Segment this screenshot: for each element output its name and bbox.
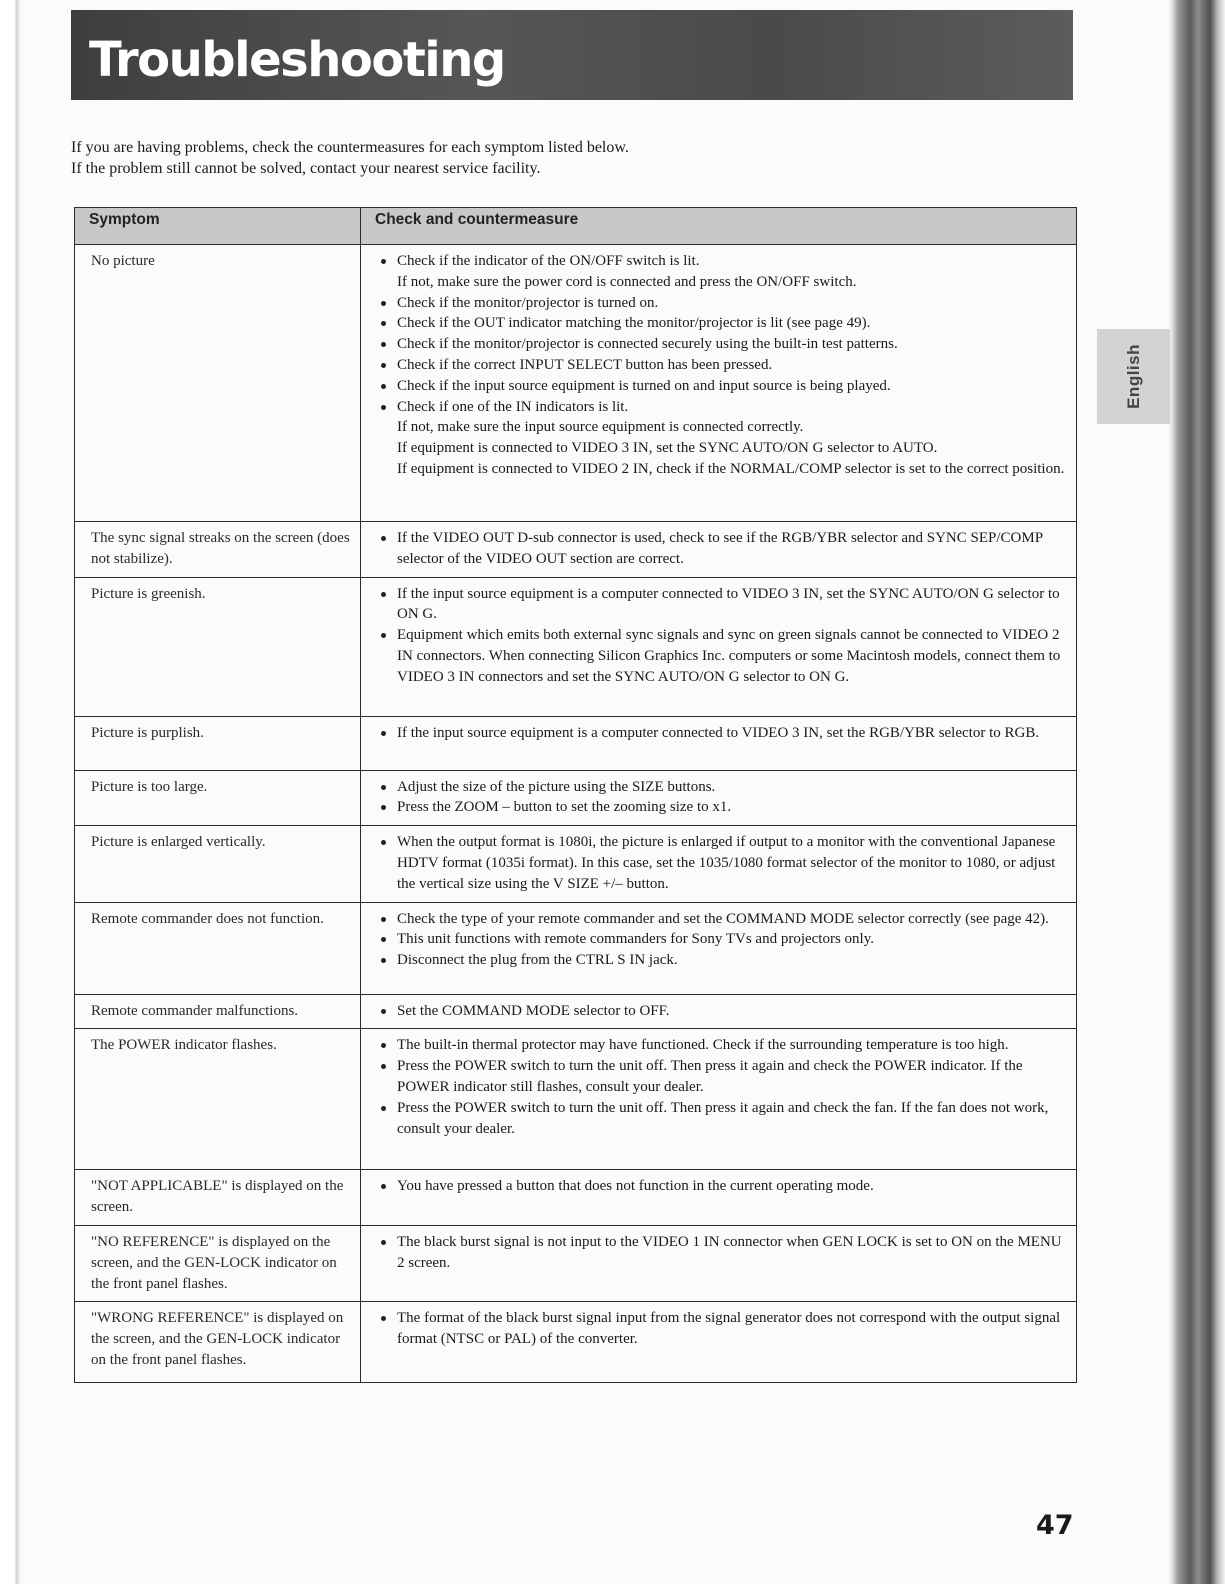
page-title: Troubleshooting [89, 32, 505, 88]
countermeasure-list [379, 584, 1072, 688]
countermeasure-cell [361, 770, 1077, 826]
symptom-cell: Picture is too large. [75, 770, 361, 826]
countermeasure-note: If equipment is connected to VIDEO 2 IN, check if the NORMAL/COMP selector is set to the correct position. [397, 460, 1065, 477]
table-row [75, 902, 1077, 994]
countermeasure-header: Check and countermeasure [361, 208, 1077, 245]
countermeasure-item: Equipment which emits both external sync signals and sync on green signals cannot be connected to VIDEO 2 IN connectors. When connecting Silicon Graphics Inc. computers or some Macintosh models, connect them to VIDEO 3 IN connectors and set the SYNC AUTO/ON G selector to ON G. [379, 625, 1072, 687]
language-tab-label: English [1123, 344, 1143, 409]
countermeasure-cell [361, 1302, 1077, 1383]
countermeasure-list [379, 1035, 1072, 1139]
symptom-cell: Picture is greenish. [75, 577, 361, 716]
countermeasure-item: Adjust the size of the picture using the SIZE buttons. [379, 777, 1072, 798]
table-row [75, 245, 1077, 522]
title-bar [71, 10, 1073, 100]
countermeasure-list [379, 777, 1072, 819]
countermeasure-item: Disconnect the plug from the CTRL S IN jack. [379, 950, 1072, 971]
table-row [75, 994, 1077, 1029]
countermeasure-item: Press the ZOOM – button to set the zooming size to x1. [379, 797, 1072, 818]
table-row [75, 1170, 1077, 1226]
countermeasure-item: Check if the correct INPUT SELECT button has been pressed. [379, 355, 1072, 376]
countermeasure-item: The format of the black burst signal input from the signal generator does not correspond with the output signal format (NTSC or PAL) of the converter. [379, 1308, 1072, 1350]
intro-line-1: If you are having problems, check the countermeasures for each symptom listed below. [71, 139, 629, 156]
countermeasure-item: Press the POWER switch to turn the unit off. Then press it again and check the fan. If the fan does not work, consult your dealer. [379, 1098, 1072, 1140]
table-row [75, 1225, 1077, 1301]
table-row [75, 522, 1077, 578]
symptom-cell: Picture is enlarged vertically. [75, 826, 361, 902]
countermeasure-item: Check if the input source equipment is turned on and input source is being played. [379, 376, 1072, 397]
page-right-edge [1168, 0, 1225, 1584]
symptom-cell: Picture is purplish. [75, 716, 361, 770]
countermeasure-item: This unit functions with remote commanders for Sony TVs and projectors only. [379, 929, 1072, 950]
symptom-cell: "NO REFERENCE" is displayed on the screen, and the GEN-LOCK indicator on the front panel flashes. [75, 1225, 361, 1301]
countermeasure-list [379, 528, 1072, 570]
countermeasure-list [379, 832, 1072, 894]
countermeasure-list [379, 251, 1072, 480]
countermeasure-cell [361, 716, 1077, 770]
intro-text [71, 137, 1071, 179]
countermeasure-note: If not, make sure the input source equipment is connected correctly. [397, 419, 804, 436]
table-row [75, 770, 1077, 826]
table-row [75, 1302, 1077, 1383]
countermeasure-item: Check if the monitor/projector is turned on. [379, 293, 1072, 314]
countermeasure-cell [361, 245, 1077, 522]
symptom-cell: "WRONG REFERENCE" is displayed on the screen, and the GEN-LOCK indicator on the front panel flashes. [75, 1302, 361, 1383]
countermeasure-item: If the input source equipment is a computer connected to VIDEO 3 IN, set the RGB/YBR selector to RGB. [379, 723, 1072, 744]
countermeasure-item: Check if one of the IN indicators is lit. [379, 397, 1072, 418]
countermeasure-item: The built-in thermal protector may have functioned. Check if the surrounding temperature is too high. [379, 1035, 1072, 1056]
table-row [75, 1029, 1077, 1170]
countermeasure-list [379, 1001, 1072, 1022]
table-row [75, 826, 1077, 902]
countermeasure-cell [361, 1170, 1077, 1226]
countermeasure-item: If the VIDEO OUT D-sub connector is used, check to see if the RGB/YBR selector and SYNC SEP/COMP selector of the VIDEO OUT section are correct. [379, 528, 1072, 570]
symptom-cell: The POWER indicator flashes. [75, 1029, 361, 1170]
table-row [75, 716, 1077, 770]
countermeasure-item: If the input source equipment is a computer connected to VIDEO 3 IN, set the SYNC AUTO/ON G selector to ON G. [379, 584, 1072, 626]
countermeasure-item: Check if the indicator of the ON/OFF switch is lit. [379, 251, 1072, 272]
table-row [75, 577, 1077, 716]
symptom-cell: Remote commander does not function. [75, 902, 361, 994]
countermeasure-cell [361, 994, 1077, 1029]
language-tab [1097, 329, 1170, 424]
countermeasure-note: If not, make sure the power cord is connected and press the ON/OFF switch. [397, 273, 857, 290]
countermeasure-list [379, 1232, 1072, 1274]
countermeasure-item: When the output format is 1080i, the picture is enlarged if output to a monitor with the conventional Japanese HDTV format (1035i format). In this case, set the 1035/1080 format selector of the monitor to 1080, or adjust the vertical size using the V SIZE +/– button. [379, 832, 1072, 894]
page-number: 47 [1036, 1510, 1074, 1541]
countermeasure-list [379, 1176, 1072, 1197]
countermeasure-list [379, 1308, 1072, 1350]
intro-line-2: If the problem still cannot be solved, contact your nearest service facility. [71, 160, 541, 177]
countermeasure-cell [361, 1225, 1077, 1301]
symptom-cell: Remote commander malfunctions. [75, 994, 361, 1029]
countermeasure-cell [361, 522, 1077, 578]
symptom-cell: The sync signal streaks on the screen (does not stabilize). [75, 522, 361, 578]
countermeasure-cell [361, 577, 1077, 716]
countermeasure-note: If equipment is connected to VIDEO 3 IN, set the SYNC AUTO/ON G selector to AUTO. [397, 440, 938, 457]
countermeasure-cell [361, 902, 1077, 994]
countermeasure-item: You have pressed a button that does not function in the current operating mode. [379, 1176, 1072, 1197]
countermeasure-list [379, 723, 1072, 744]
symptom-cell: No picture [75, 245, 361, 522]
table-body [75, 245, 1077, 1383]
symptom-cell: "NOT APPLICABLE" is displayed on the screen. [75, 1170, 361, 1226]
countermeasure-list [379, 909, 1072, 971]
countermeasure-cell [361, 826, 1077, 902]
countermeasure-item: Set the COMMAND MODE selector to OFF. [379, 1001, 1072, 1022]
countermeasure-item: The black burst signal is not input to the VIDEO 1 IN connector when GEN LOCK is set to ON on the MENU 2 screen. [379, 1232, 1072, 1274]
countermeasure-item: Press the POWER switch to turn the unit off. Then press it again and check the POWER indicator. If the POWER indicator still flashes, consult your dealer. [379, 1056, 1072, 1098]
symptom-header: Symptom [75, 208, 361, 245]
page-left-edge [0, 0, 22, 1584]
troubleshooting-table [74, 207, 1077, 1383]
countermeasure-item: Check if the monitor/projector is connected securely using the built-in test patterns. [379, 334, 1072, 355]
countermeasure-cell [361, 1029, 1077, 1170]
countermeasure-item: Check if the OUT indicator matching the monitor/projector is lit (see page 49). [379, 313, 1072, 334]
table-header-row [75, 208, 1077, 245]
countermeasure-item: Check the type of your remote commander and set the COMMAND MODE selector correctly (see page 42). [379, 909, 1072, 930]
